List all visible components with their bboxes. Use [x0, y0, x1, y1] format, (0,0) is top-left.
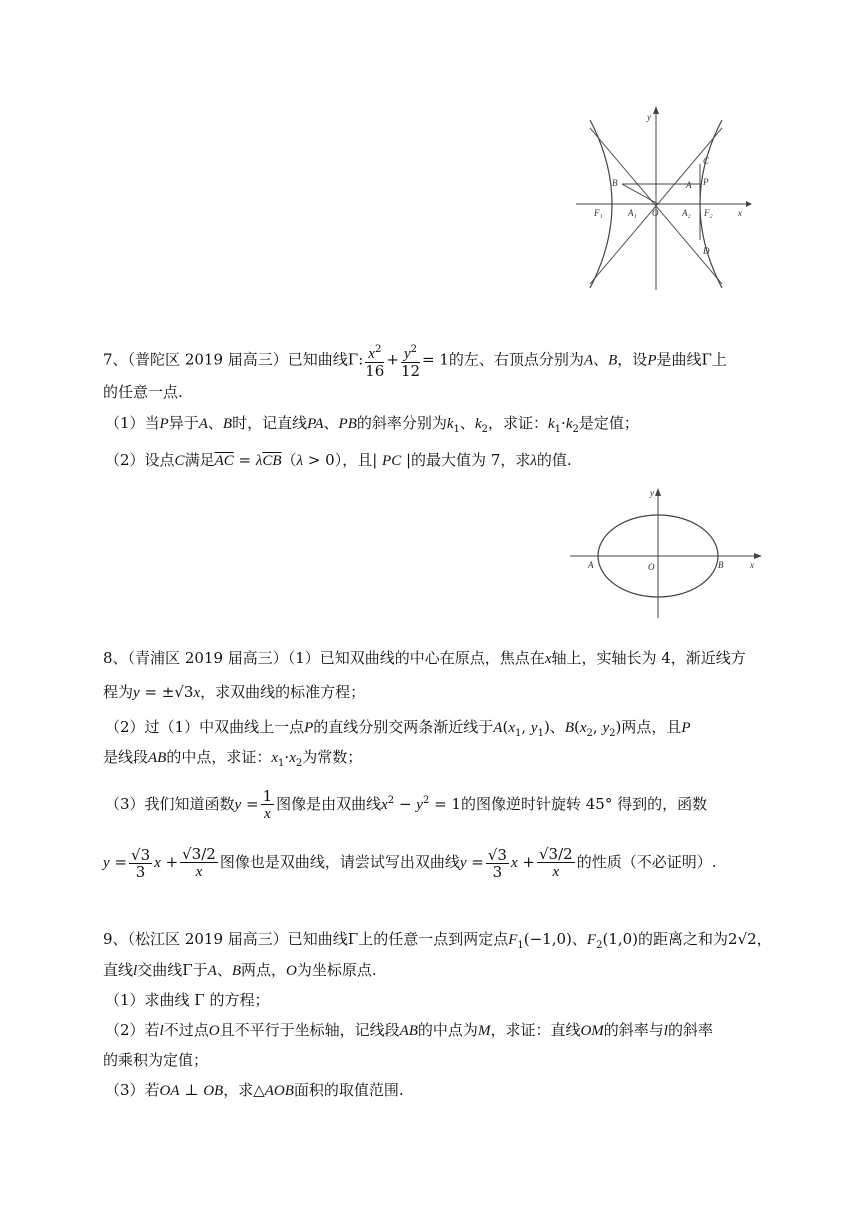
fig1-label-a2: A₂: [682, 208, 691, 218]
q9-text: 的斜率与: [603, 1021, 664, 1039]
fraction: $\frac{y^2}{12}$: [400, 344, 421, 380]
q9-text: 的中点为: [417, 1021, 478, 1039]
ellipse-figure: [568, 484, 762, 620]
q8-line3: （2）过（1）中双曲线上一点P的直线分别交两条渐近线于$A(x_1$, $y_1$)、$B(x_2$, $y_2$)两点，且P: [105, 718, 691, 739]
q9-text: 不过点: [163, 1021, 209, 1039]
q7-text: 的值.: [536, 451, 572, 469]
fig1-label-p: P: [703, 177, 709, 187]
lambda-symbol: λ: [255, 453, 263, 469]
q7-text: 上: [711, 350, 727, 369]
point-b: B: [608, 352, 618, 369]
q9-text: （3）若: [105, 1081, 160, 1099]
q9-text: 两点，: [241, 961, 287, 979]
sep: 、: [593, 350, 609, 369]
fig2-label-a: A: [588, 560, 594, 570]
point-c: C: [174, 453, 185, 469]
q8-text: 程为: [103, 683, 134, 701]
q7-text: 的左、右顶点分别为: [448, 350, 584, 369]
fig1-label-f2: F₂: [704, 208, 713, 218]
fraction: $\frac{√3/2}{x}$: [539, 845, 573, 880]
fraction: $\frac{√3}{3}$: [487, 845, 507, 881]
q7-line1: 7、（普陀区 2019 届高三）已知曲线Γ: $\frac{x^2}{16}$ + $\frac{y^2}{12}$ = 1的左、右顶点分别为A、B，设P是曲线Γ上: [103, 344, 727, 380]
fig1-label-f1: F₁: [594, 208, 603, 218]
lambda-symbol: λ: [530, 453, 537, 469]
q7-text: 的最大值为 7，求: [411, 451, 531, 469]
fig1-label-o: O: [652, 208, 659, 218]
point-a: A: [583, 352, 594, 369]
q7-text: （1）当: [105, 414, 160, 432]
q9-text: ，: [756, 930, 772, 948]
q7-text: 的斜率分别为: [356, 414, 447, 432]
q9-text: ，求△: [223, 1081, 265, 1099]
var-x: x: [544, 651, 552, 667]
q8-text: 两点，且: [621, 718, 682, 736]
point-a: A: [198, 416, 208, 432]
gamma-symbol: Γ: [347, 350, 359, 369]
lambda-symbol: λ: [296, 453, 304, 469]
q7-text: 是定值；: [578, 414, 639, 432]
q8-text: 轴上，实轴长为 4，渐近线方: [551, 649, 746, 667]
fig1-label-a: A: [686, 180, 692, 190]
q7-text: ），且: [334, 451, 373, 469]
q8-text: （2）过（1）中双曲线上一点: [105, 718, 305, 736]
q9-text: 、: [571, 930, 587, 948]
q7-number: 7、: [103, 350, 128, 369]
q7-text: ，求证：: [487, 414, 548, 432]
q8-line2: 程为y = ±√3x，求双曲线的标准方程；: [103, 683, 366, 701]
q9-text: 上的任意一点到两定点: [358, 930, 509, 948]
q7-text: （2）设点: [105, 451, 175, 469]
q9-text: 、: [216, 961, 232, 979]
q8-line1: [103, 648, 746, 669]
q9-text: （2）若: [105, 1021, 160, 1039]
fig1-label-x: x: [738, 208, 742, 218]
q7-text: 异于: [168, 414, 199, 432]
gamma-symbol: Γ: [701, 350, 712, 369]
q7-text: 满足: [184, 451, 215, 469]
q7-text: 是曲线: [656, 350, 702, 369]
q8-line6: y = $\frac{√3}{3}$ x + $\frac{√3/2}{x}$ 图像也是双曲线，请尝试写出双曲线y = $\frac{√3}{3}$ x + $\frac{√3/2}{x}$ 的性质（不必证明）.: [103, 845, 717, 881]
q7-line2: 的任意一点.: [103, 383, 183, 401]
fraction: $\frac{x^2}{16}$: [365, 344, 385, 380]
fraction: $\frac{√3/2}{x}$: [182, 845, 216, 880]
q7-text: ，设: [617, 350, 648, 369]
q8-line4: 是线段AB的中点，求证：$x_1\cdot x_2$为常数；: [103, 748, 363, 769]
q8-text: 的中点，求证：: [166, 748, 272, 766]
q9-part1: （1）求曲线 Γ 的方程；: [105, 991, 270, 1009]
point-p: P: [647, 352, 657, 369]
q7-part2: （2）设点C满足$\overline{AC} = \lambda\overline{CB}(\lambda > 0)$，且| PC |的最大值为 7，求λ的值.: [105, 451, 572, 469]
q9-text: ，求证：直线: [490, 1021, 581, 1039]
q9-part2-cont: 的乘积为定值；: [103, 1051, 209, 1069]
q9-line2: 直线l交曲线Γ于A、B两点，O为坐标原点.: [103, 961, 377, 979]
q9-source: （松江区 2019 届高三）: [127, 930, 288, 948]
q8-number: 8、: [103, 649, 128, 667]
fig1-label-d: D: [703, 246, 710, 256]
q9-number: 9、: [103, 930, 128, 948]
q7-text: 时，记直线: [232, 414, 308, 432]
q8-text: 图像也是双曲线，请尝试写出双曲线: [219, 853, 460, 871]
q8-line5: （3）我们知道函数y = $\frac{1}{x}$ 图像是由双曲线$x^2 - y^2 = 1$的图像逆时针旋转 45° 得到的，函数: [105, 787, 708, 822]
point-b: B: [222, 416, 233, 432]
q9-text: 面积的取值范围.: [293, 1081, 404, 1099]
q9-text: 的斜率: [667, 1021, 713, 1039]
q9-part2: （2）若l不过点O且不平行于坐标轴，记线段AB的中点为M，求证：直线OM的斜率与l的斜率: [105, 1021, 713, 1039]
fig2-label-o: O: [648, 562, 655, 572]
fraction: $\frac{√3}{3}$: [131, 845, 151, 881]
fig1-label-c: C: [703, 156, 710, 166]
fig1-label-y: y: [647, 112, 651, 122]
q8-text: ，求双曲线的标准方程；: [200, 683, 366, 701]
q8-text: 的图像逆时针旋转 45° 得到的，函数: [460, 795, 708, 813]
point-p: P: [159, 416, 169, 432]
q9-text: 已知曲线: [287, 930, 348, 948]
fig2-label-x: x: [750, 560, 754, 570]
q9-text: 直线: [103, 961, 134, 979]
q7-text: 已知曲线: [287, 350, 348, 369]
fig1-label-b: B: [612, 178, 618, 188]
q9-part3: （3）若OA ⊥ OB，求△AOB面积的取值范围.: [105, 1081, 404, 1099]
q8-text: 图像是由双曲线: [276, 795, 382, 813]
fig2-label-b: B: [718, 560, 724, 570]
q8-text: 的直线分别交两条渐近线于: [313, 718, 494, 736]
q8-text: 的性质（不必证明）.: [576, 853, 717, 871]
q8-source: （青浦区 2019 届高三）: [127, 649, 288, 667]
q9-line1: 9、（松江区 2019 届高三）已知曲线Γ上的任意一点到两定点$F_1(-1,0)$、$F_2(1,0)$的距离之和为2√2，: [103, 930, 772, 951]
q9-text: 且不平行于坐标轴，记线段: [219, 1021, 400, 1039]
q9-text: 交曲线: [137, 961, 183, 979]
fig1-label-a1: A₁: [628, 208, 637, 218]
q8-text: 为常数；: [302, 748, 363, 766]
fraction: $\frac{1}{x}$: [262, 787, 273, 822]
q9-text: 于: [192, 961, 208, 979]
q9-text: 为坐标原点.: [296, 961, 377, 979]
hyperbola-figure: [576, 106, 752, 290]
q8-text: （1）已知双曲线的中心在原点，焦点在: [287, 649, 545, 667]
q7-part1: （1）当P异于A、B时，记直线PA、PB的斜率分别为$k_1$、$k_2$，求证：$k_1\cdot k_2$是定值；: [105, 414, 639, 435]
q7-text: （: [281, 451, 297, 469]
q7-source: （普陀区 2019 届高三）: [127, 350, 288, 369]
fig2-label-y: y: [650, 488, 654, 498]
sep: 、: [207, 414, 223, 432]
q9-text: 的距离之和为: [638, 930, 729, 948]
q8-text: （3）我们知道函数: [105, 795, 235, 813]
q8-text: 是线段: [103, 748, 149, 766]
